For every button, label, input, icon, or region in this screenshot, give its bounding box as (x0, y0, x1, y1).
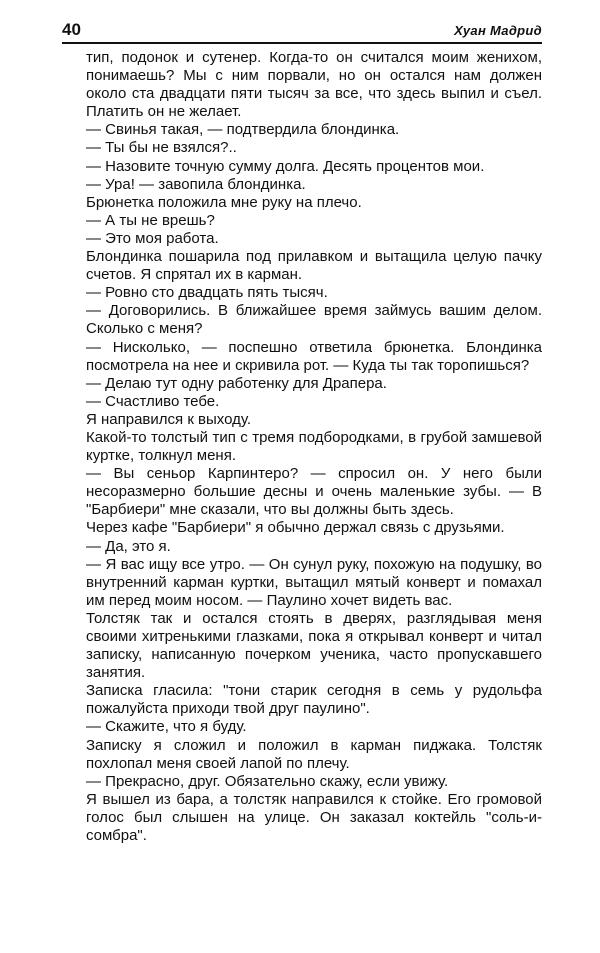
paragraph: Через кафе "Барбиери" я обычно держал связь с друзьями. (86, 519, 505, 537)
paragraph: — А ты не врешь? (86, 211, 215, 229)
paragraph: Блондинка пошарила под прилавком и вытащила целую пачку счетов. Я спрятал их в карман. (86, 248, 542, 284)
paragraph: — Скажите, что я буду. (86, 718, 247, 736)
paragraph: — Нисколько, — поспешно ответила брюнетка. Блондинка посмотрела на нее и скривила рот. — Куда ты так торопишься? (86, 338, 542, 374)
paragraph: Толстяк так и остался стоять в дверях, разглядывая меня своими хитренькими глазками, пока я открывал конверт и читал записку, написанную почерком ученика, часто пропускавшего занятия. (86, 609, 542, 682)
paragraph: Какой-то толстый тип с тремя подбородками, в грубой замшевой куртке, толкнул меня. (86, 428, 542, 465)
body-text (86, 49, 542, 845)
paragraph: — Я вас ищу все утро. — Он сунул руку, похожую на подушку, во внутренний карман куртки, вытащил мятый конверт и помахал им перед моим носом. — Паулино хочет видеть вас. (86, 555, 542, 609)
running-title: Хуан Мадрид (454, 23, 542, 38)
paragraph: — Да, это я. (86, 537, 171, 555)
paragraph: — Ура! — завопила блондинка. (86, 175, 306, 193)
paragraph: — Назовите точную сумму долга. Десять процентов мои. (86, 157, 485, 175)
paragraph: — Свинья такая, — подтвердила блондинка. (86, 121, 400, 139)
paragraph: Я направился к выходу. (86, 410, 252, 428)
paragraph: — Делаю тут одну работенку для Драпера. (86, 374, 387, 392)
paragraph: — Ровно сто двадцать пять тысяч. (86, 284, 328, 302)
paragraph: тип, подонок и сутенер. Когда-то он считался моим женихом, понимаешь? Мы с ним порвали, но он остался нам должен около ста двадцати пяти тысяч за все, что здесь выпил и съел. Платить он не желает. (86, 49, 542, 121)
paragraph: Я вышел из бара, а толстяк направился к стойке. Его громовой голос был слышен на улице. Он заказал коктейль "соль-и-сомбра". (86, 790, 542, 845)
paragraph: — Вы сеньор Карпинтеро? — спросил он. У него были несоразмерно большие десны и очень маленькие зубы. — В "Барбиери" мне сказали, что вы должны быть здесь. (86, 465, 542, 519)
paragraph: — Договорились. В ближайшее время займусь вашим делом. Сколько с меня? (86, 302, 542, 338)
paragraph: Записку я сложил и положил в карман пиджака. Толстяк похлопал меня своей лапой по плечу. (86, 736, 542, 772)
paragraph: Записка гласила: "тони старик сегодня в семь у рудольфа пожалуйста приходи твой друг паулино". (86, 682, 542, 718)
paragraph: — Ты бы не взялся?.. (86, 139, 237, 157)
page-header (62, 20, 542, 44)
paragraph: Брюнетка положила мне руку на плечо. (86, 193, 362, 211)
paragraph: — Это моя работа. (86, 229, 219, 247)
paragraph: — Прекрасно, друг. Обязательно скажу, если увижу. (86, 772, 449, 790)
page-number: 40 (62, 20, 81, 39)
paragraph: — Счастливо тебе. (86, 392, 220, 410)
